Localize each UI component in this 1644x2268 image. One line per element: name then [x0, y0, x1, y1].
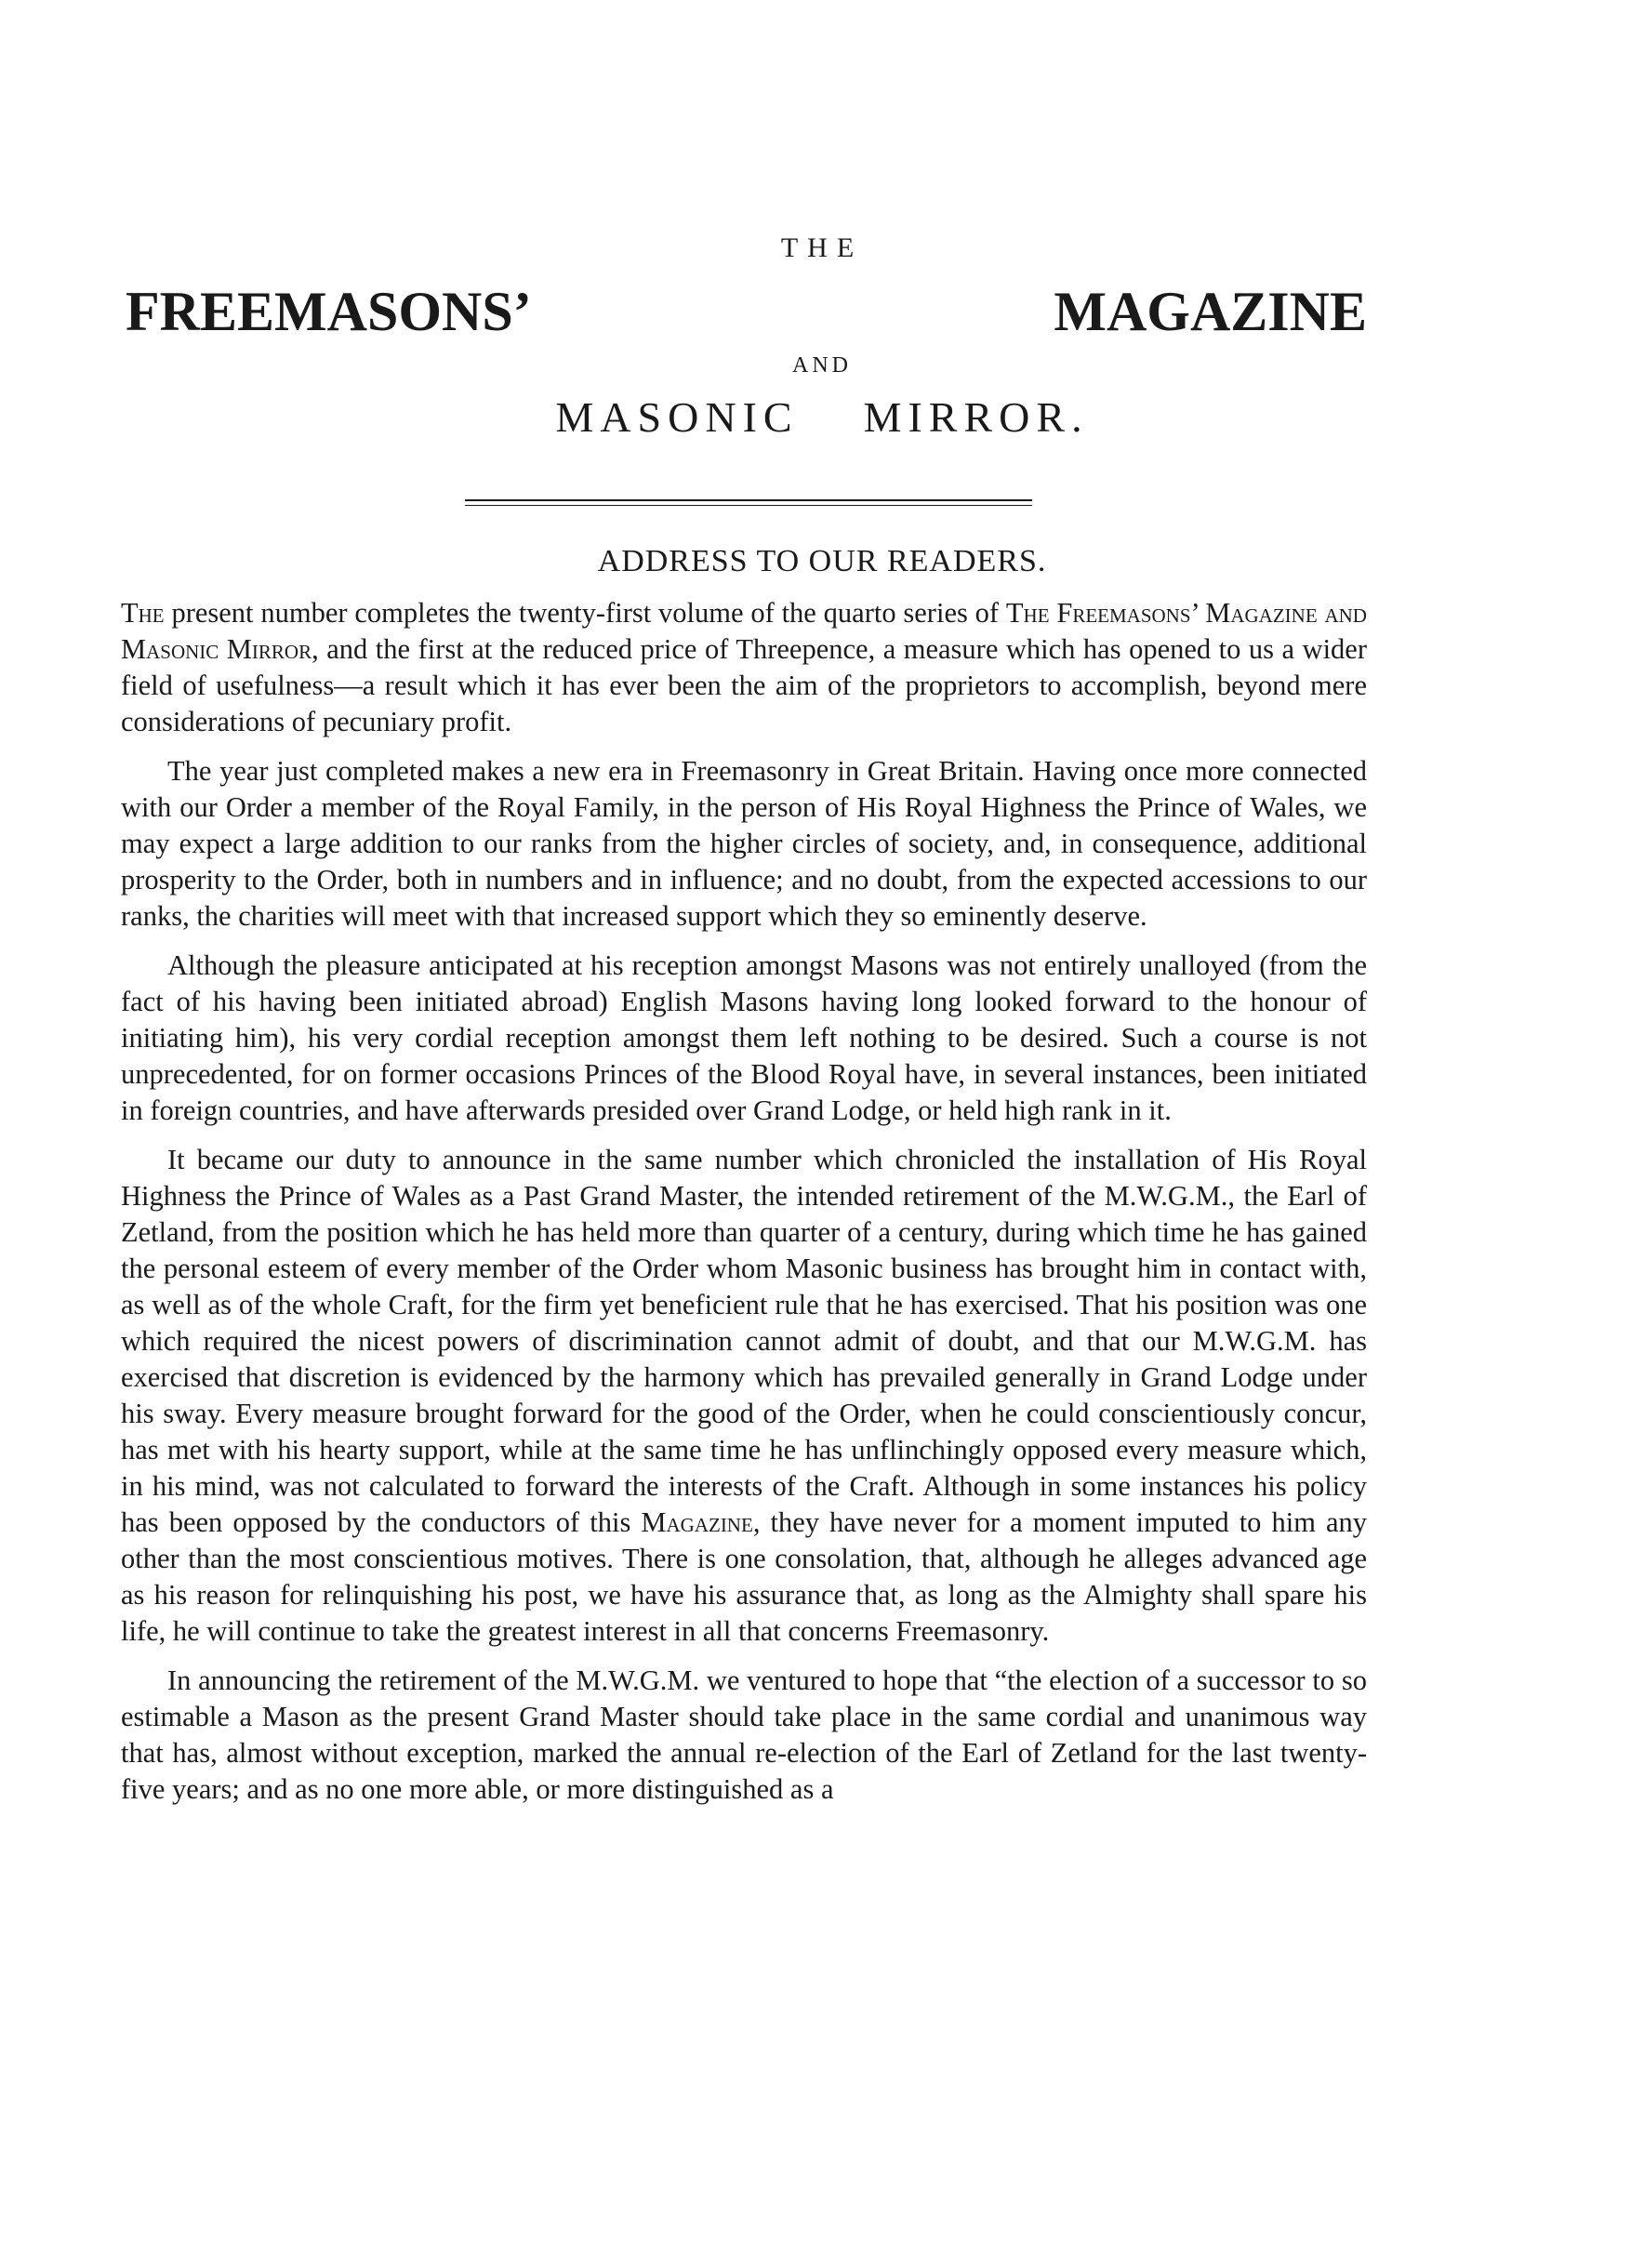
- paragraph-1-lead: The: [121, 597, 165, 629]
- paragraph-3: Although the pleasure anticipated at his reception amongst Masons was not entirely unalloyed (from the fact of his having been initiated abroad) English Masons having long looked forward to the honour of initiating him), his very cordial reception amongst them left nothing to be desired. Such a course is not unprecedented, for on former occasions Princes of the Blood Royal have, in several instances, been initiated in foreign countries, and have afterwards presided over Grand Lodge, or held high rank in it.: [121, 949, 1367, 1126]
- article-body: [121, 595, 1367, 1821]
- paragraph-1: [121, 595, 1367, 740]
- masthead-the: THE: [780, 232, 864, 263]
- masthead-subtitle-left: MASONIC: [555, 393, 799, 441]
- paragraph-5: In announcing the retirement of the M.W.G.M. we ventured to hope that “the election of a successor to so estimable a Mason as the present Grand Master should take place in the same cordial and unanimous way that has, almost without exception, marked the annual re-election of the Earl of Zetland for the last twenty-five years; and as no one more able, or more distinguished as a: [121, 1665, 1367, 1805]
- paragraph-4-text-b: , they have never for a moment imputed to him any other than the most conscientious motives. There is one consolation, that, although he alleges advanced age as his reason for relinquishing his post, we have his assurance that, as long as the Almighty shall spare his life, he will continue to take the greatest interest in all that concerns Freemasonry.: [121, 1506, 1368, 1647]
- masthead-and: AND: [792, 353, 852, 378]
- paragraph-1-text-a: present number completes the twenty-first volume of the quarto series of: [164, 597, 1006, 629]
- masthead-subtitle-right: MIRROR.: [863, 393, 1089, 441]
- paragraph-1-text-b: , and the first at the reduced price of Threepence, a measure which has opened to us a wider field of usefulness—a result which it has ever been the aim of the proprietors to accomplish, beyond mere considerations of pecuniary profit.: [121, 633, 1368, 737]
- masthead-title: [126, 279, 1367, 344]
- masthead-subtitle: [0, 392, 1644, 442]
- masthead-title-left: FREEMASONS’: [126, 281, 532, 342]
- article-title: ADDRESS TO OUR READERS.: [597, 544, 1047, 578]
- paragraph-4: [121, 1142, 1367, 1650]
- magazine-name: Magazine: [641, 1506, 753, 1538]
- title-divider: [465, 499, 1032, 501]
- paragraph-2: The year just completed makes a new era in Freemasonry in Great Britain. Having once more connected with our Order a member of the Royal Family, in the person of His Royal Highness the Prince of Wales, we may expect a large addition to our ranks from the higher circles of society, and, in consequence, additional prosperity to the Order, both in numbers and in influence; and no doubt, from the expected accessions to our ranks, the charities will meet with that increased support which they so eminently deserve.: [121, 755, 1367, 932]
- masthead-title-right: MAGAZINE: [1054, 281, 1367, 342]
- paragraph-4-text-a: It became our duty to announce in the same number which chronicled the installation of His Royal Highness the Prince of Wales as a Past Grand Master, the intended retirement of the M.W.G.M., the Earl of Zetland, from the position which he has held more than quarter of a century, during which time he has gained the personal esteem of every member of the Order whom Masonic business has brought him in contact with, as well as of the whole Craft, for the firm yet beneficient rule that he has exercised. That his position was one which required the nicest powers of discrimination cannot admit of doubt, and that our M.W.G.M. has exercised that discretion is evidenced by the harmony which has prevailed generally in Grand Lodge under his sway. Every measure brought forward for the good of the Order, when he could conscientiously concur, has met with his hearty support, while at the same time he has unflinchingly opposed every measure which, in his mind, was not calculated to forward the interests of the Craft. Although in some instances his policy has been opposed by the conductors of this: [121, 1144, 1367, 1538]
- title-divider-thin: [465, 505, 1032, 506]
- journal-name: The Freemasons’ Magazine and Masonic Mirror: [121, 597, 1367, 665]
